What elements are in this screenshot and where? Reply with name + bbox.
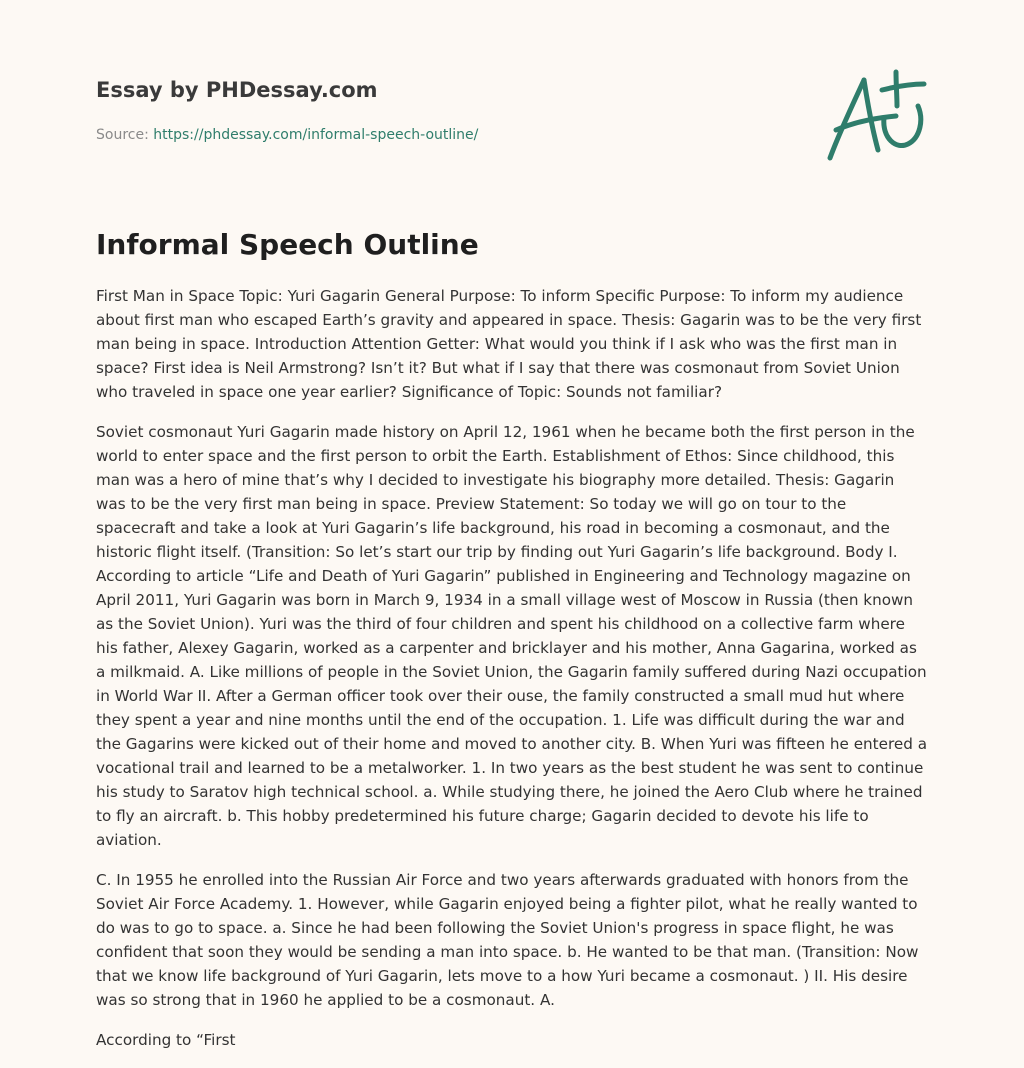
source-line: [96, 126, 478, 144]
source-link[interactable]: https://phdessay.com/informal-speech-outline/: [153, 127, 479, 143]
a-plus-logo-icon: [822, 66, 934, 166]
essay-paragraph: Soviet cosmonaut Yuri Gagarin made history on April 12, 1961 when he became both the first person in the world to enter space and the first person to orbit the Earth. Establishment of Ethos: Since childhood, this man was a hero of mine that’s why I decided to investigate his biography more detailed. Thesis: Gagarin was to be the very first man being in space. Preview Statement: So today we will go on tour to the spacecraft and take a look at Yuri Gagarin’s life background, his road in becoming a cosmonaut, and the historic flight itself. (Transition: So let’s start our trip by finding out Yuri Gagarin’s life background. Body I. According to article “Life and Death of Yuri Gagarin” published in Engineering and Technology magazine on April 2011, Yuri Gagarin was born in March 9, 1934 in a small village west of Moscow in Russia (then known as the Soviet Union). Yuri was the third of four children and spent his childhood on a collective farm where his father, Alexey Gagarin, worked as a carpenter and bricklayer and his mother, Anna Gagarina, worked as a milkmaid. A. Like millions of people in the Soviet Union, the Gagarin family suffered during Nazi occupation in World War II. After a German officer took over their ouse, the family constructed a small mud hut where they spent a year and nine months until the end of the occupation. 1. Life was difficult during the war and the Gagarins were kicked out of their home and moved to another city. B. When Yuri was fifteen he entered a vocational trail and learned to be a metalworker. 1. In two years as the best student he was sent to continue his study to Saratov high technical school. a. While studying there, he joined the Aero Club where he trained to fly an aircraft. b. This hobby predetermined his future charge; Gagarin decided to devote his life to aviation.: [96, 423, 927, 849]
site-header: [96, 76, 928, 143]
brand-title: Essay by PHDessay.com: [96, 78, 378, 102]
essay-title: Informal Speech Outline: [96, 228, 479, 261]
essay-paragraph: C. In 1955 he enrolled into the Russian Air Force and two years afterwards graduated with honors from the Soviet Air Force Academy. 1. However, while Gagarin enjoyed being a fighter pilot, what he really wanted to do was to go to space. a. Since he had been following the Soviet Union's progress in space flight, he was confident that soon they would be sending a man into space. b. He wanted to be that man. (Transition: Now that we know life background of Yuri Gagarin, lets move to a how Yuri became a cosmonaut. ) II. His desire was so strong that in 1960 he applied to be a cosmonaut. A.: [96, 871, 919, 1009]
essay-paragraph: According to “First: [96, 1031, 236, 1049]
essay-paragraph: First Man in Space Topic: Yuri Gagarin General Purpose: To inform Specific Purpose: To inform my audience about first man who escaped Earth’s gravity and appeared in space. Thesis: Gagarin was to be the very first man being in space. Introduction Attention Getter: What would you think if I ask who was the first man in space? First idea is Neil Armstrong? Isn’t it? But what if I say that there was cosmonaut from Soviet Union who traveled in space one year earlier? Significance of Topic: Sounds not familiar?: [96, 287, 922, 401]
essay-body: [96, 284, 928, 1068]
source-label: Source:: [96, 127, 149, 143]
